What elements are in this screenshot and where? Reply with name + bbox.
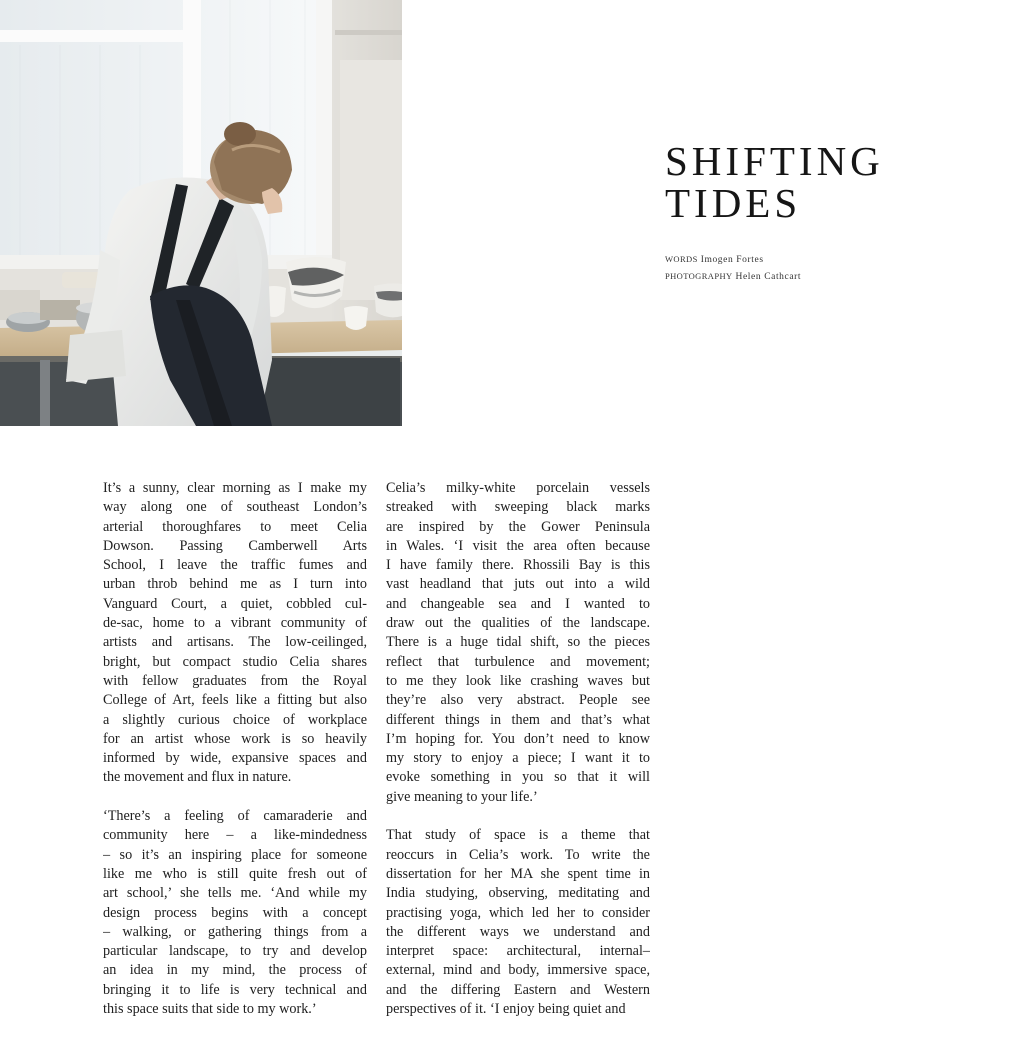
body-column-left bbox=[103, 479, 367, 1039]
credit-label: WORDS bbox=[665, 254, 698, 264]
body-line: ‘There’s a feeling of camaraderie and bbox=[103, 808, 367, 825]
body-line: practising yoga, which led her to consider bbox=[386, 904, 650, 921]
body-line: – so it’s an inspiring place for someone bbox=[103, 846, 367, 863]
body-line: I have family there. Rhossili Bay is this bbox=[386, 557, 650, 574]
body-line: external, mind and body, immersive space, bbox=[386, 962, 650, 979]
body-line: India studying, observing, meditating and bbox=[386, 885, 650, 902]
body-line: Vanguard Court, a quiet, cobbled cul- bbox=[103, 595, 367, 612]
body-line: the different ways we understand and bbox=[386, 923, 650, 940]
credit-label: PHOTOGRAPHY bbox=[665, 271, 733, 281]
body-line: – walking, or gathering things from a bbox=[103, 923, 367, 940]
body-line: informed by wide, expansive spaces and bbox=[103, 750, 367, 767]
body-line: There is a huge tidal shift, so the pieces bbox=[386, 634, 650, 651]
body-line: reoccurs in Celia’s work. To write the bbox=[386, 846, 650, 863]
body-line: bringing it to life is very technical and bbox=[103, 981, 367, 998]
hero-photo bbox=[0, 0, 402, 426]
body-line: streaked with sweeping black marks bbox=[386, 499, 650, 516]
body-line: with fellow graduates from the Royal bbox=[103, 672, 367, 689]
body-line: bright, but compact studio Celia shares bbox=[103, 653, 367, 670]
body-paragraph bbox=[386, 826, 650, 1019]
body-line: That study of space is a theme that bbox=[386, 827, 650, 844]
credit-name: Helen Cathcart bbox=[735, 272, 802, 282]
article-title bbox=[665, 140, 884, 224]
body-line: like me who is still quite fresh out of bbox=[103, 865, 367, 882]
body-line: design process begins with a concept bbox=[103, 904, 367, 921]
body-line: arterial thoroughfares to meet Celia bbox=[103, 518, 367, 535]
body-line: draw out the qualities of the landscape. bbox=[386, 615, 650, 632]
body-line: in Wales. ‘I visit the area often because bbox=[386, 537, 650, 554]
body-line: Dowson. Passing Camberwell Arts bbox=[103, 537, 367, 554]
body-line: perspectives of it. ‘I enjoy being quiet and bbox=[386, 1001, 626, 1018]
body-line: School, I leave the traffic fumes and bbox=[103, 557, 367, 574]
body-line: are inspired by the Gower Peninsula bbox=[386, 518, 650, 535]
body-column-right bbox=[386, 479, 650, 1039]
body-line: this space suits that side to my work.’ bbox=[103, 1001, 317, 1018]
credit-name: Imogen Fortes bbox=[700, 255, 764, 265]
title-line: SHIFTING bbox=[665, 138, 884, 184]
body-line: for an artist whose work is so heavily bbox=[103, 730, 367, 747]
body-line: way along one of southeast London’s bbox=[103, 499, 367, 516]
body-line: art school,’ she tells me. ‘And while my bbox=[103, 885, 367, 902]
body-line: they’re also very abstract. People see bbox=[386, 692, 650, 709]
body-line: reflect that turbulence and movement; bbox=[386, 653, 650, 670]
body-line: my story to enjoy a piece; I want it to bbox=[386, 750, 650, 767]
credits bbox=[665, 251, 801, 285]
body-line: community here – a like-mindedness bbox=[103, 827, 367, 844]
credit-photography bbox=[665, 268, 801, 285]
body-line: Celia’s milky-white porcelain vessels bbox=[386, 480, 650, 496]
body-line: It’s a sunny, clear morning as I make my bbox=[103, 480, 367, 496]
credit-words bbox=[665, 251, 801, 268]
body-line: artists and artisans. The low-ceilinged, bbox=[103, 634, 367, 651]
body-paragraph bbox=[103, 807, 367, 1019]
body-line: interpret space: architectural, internal– bbox=[386, 943, 650, 960]
body-line: to me they look like crashing waves but bbox=[386, 672, 650, 689]
body-line: evoke something in you so that it will bbox=[386, 769, 650, 786]
body-line: different things in them and that’s what bbox=[386, 711, 650, 728]
body-line: the movement and flux in nature. bbox=[103, 769, 292, 786]
photo-illustration bbox=[0, 0, 402, 426]
body-line: and changeable sea and I wanted to bbox=[386, 595, 650, 612]
body-line: de-sac, home to a vibrant community of bbox=[103, 615, 367, 632]
body-line: urban throb behind me as I turn into bbox=[103, 576, 367, 593]
body-line: a slightly curious choice of workplace bbox=[103, 711, 367, 728]
body-line: give meaning to your life.’ bbox=[386, 788, 538, 805]
title-line: TIDES bbox=[665, 180, 802, 226]
body-paragraph bbox=[103, 479, 367, 788]
body-line: an idea in my mind, the process of bbox=[103, 962, 367, 979]
body-line: College of Art, feels like a fitting but also bbox=[103, 692, 367, 709]
body-line: and the differing Eastern and Western bbox=[386, 981, 650, 998]
body-line: particular landscape, to try and develop bbox=[103, 943, 367, 960]
body-paragraph bbox=[386, 479, 650, 807]
body-line: I’m hoping for. You don’t need to know bbox=[386, 730, 650, 747]
body-line: vast headland that juts out into a wild bbox=[386, 576, 650, 593]
body-line: dissertation for her MA she spent time in bbox=[386, 865, 650, 882]
